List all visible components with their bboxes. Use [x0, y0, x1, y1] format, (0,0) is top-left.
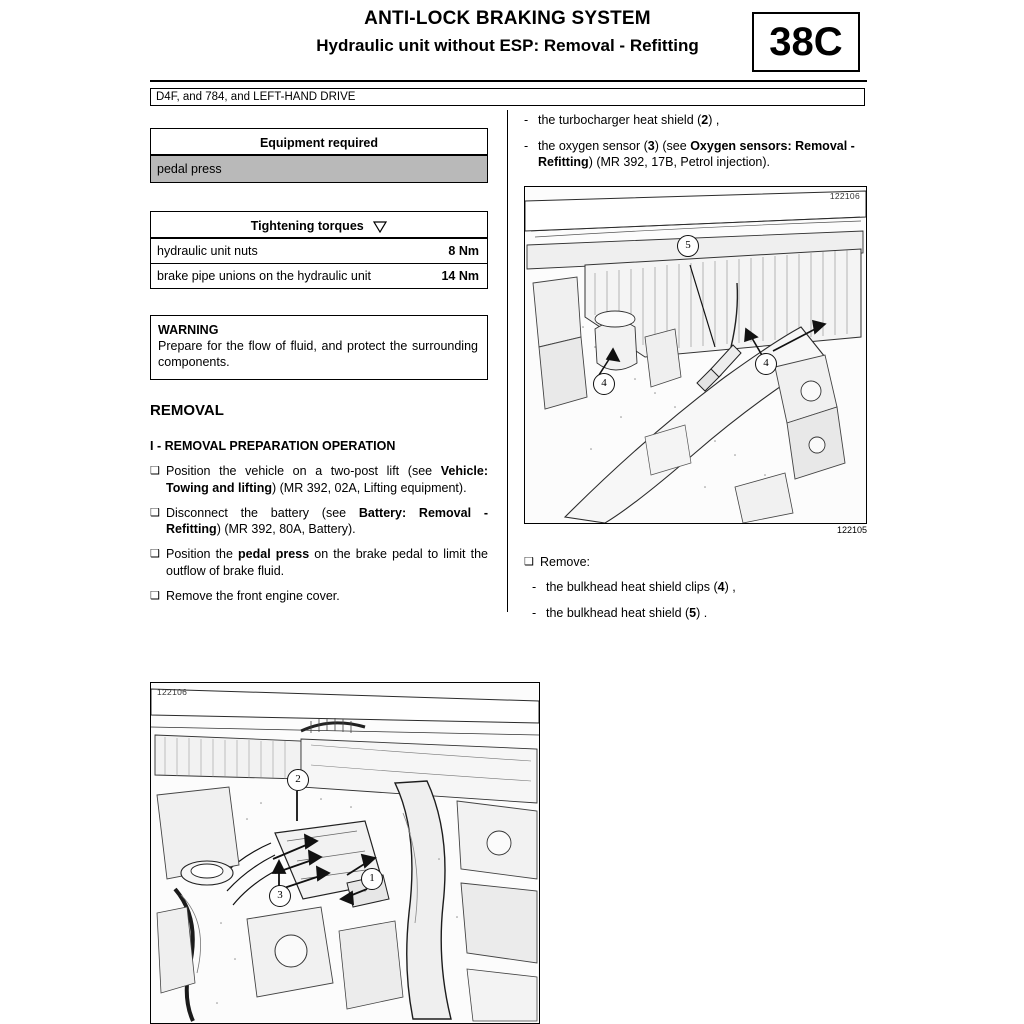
list-item-text: the turbocharger heat shield (2) , [538, 113, 720, 127]
torque-row-value: 14 Nm [441, 269, 479, 283]
page-subtitle: Hydraulic unit without ESP: Removal - Refitting [316, 36, 699, 55]
torque-row-label: brake pipe unions on the hydraulic unit [157, 269, 372, 283]
removal-steps-list [150, 463, 488, 604]
list-item-text: Position the vehicle on a two-post lift (see Vehicle: Towing and lifting) (MR 392, 02A, Lifting equipment). [166, 464, 488, 495]
list-item [150, 463, 488, 496]
list-item-text: the bulkhead heat shield clips (4) , [546, 580, 736, 594]
column-divider [507, 110, 508, 612]
callout-1: 1 [361, 868, 383, 890]
list-item-text: Position the pedal press on the brake pedal to limit the outflow of brake fluid. [166, 547, 488, 578]
torque-table-header [150, 211, 488, 239]
table-row [150, 239, 488, 264]
header-rule [150, 80, 867, 82]
section-title-removal: REMOVAL [150, 402, 224, 420]
equipment-table-header: Equipment required [150, 128, 488, 156]
list-item-text: the bulkhead heat shield (5) . [546, 605, 708, 620]
figure-caption-top: 122105 [836, 525, 867, 535]
chapter-code-box [752, 12, 860, 72]
callout-4-right: 4 [755, 353, 777, 375]
dash-glyph-icon: - [532, 605, 537, 620]
figure-reference-number: 122106 [157, 687, 188, 697]
dash-glyph-icon: - [524, 113, 529, 127]
left-column [150, 128, 488, 613]
dash-glyph-icon: - [532, 580, 537, 594]
list-item [150, 588, 488, 604]
page-title: ANTI-LOCK BRAKING SYSTEM [364, 8, 651, 29]
checkbox-glyph-icon: ❑ [150, 506, 160, 519]
engine-bay-hydraulic-unit-photo [150, 682, 540, 1024]
checkbox-glyph-icon: ❑ [150, 465, 160, 478]
checkbox-glyph-icon: ❑ [150, 589, 160, 602]
torque-wrench-icon [373, 221, 387, 233]
equipment-table [150, 128, 488, 183]
callout-5: 5 [677, 235, 699, 257]
engine-bay-oxygen-sensor-photo [524, 186, 867, 524]
torque-table-header-label: Tightening torques [250, 219, 364, 233]
callout-3: 3 [269, 885, 291, 907]
list-item [524, 555, 867, 569]
list-item-text: Disconnect the battery (see Battery: Removal - Refitting) (MR 392, 80A, Battery). [166, 505, 488, 536]
list-item [532, 605, 867, 622]
list-item [532, 579, 867, 596]
warning-title: WARNING [158, 323, 219, 337]
dash-glyph-icon: - [524, 138, 529, 153]
checkbox-glyph-icon: ❑ [150, 548, 160, 561]
torque-row-value: 8 Nm [448, 244, 479, 258]
torque-row-label: hydraulic unit nuts [157, 244, 258, 258]
list-item [150, 546, 488, 579]
list-item [524, 112, 867, 129]
right-column-lower [524, 543, 867, 630]
right-column [524, 112, 867, 180]
list-item-text: Remove the front engine cover. [166, 588, 340, 603]
remove-label: Remove: [540, 555, 591, 569]
equipment-table-row: pedal press [150, 156, 488, 183]
warning-text: Prepare for the flow of fluid, and protect the surrounding components. [158, 339, 478, 369]
warning-box [150, 315, 488, 380]
checkbox-glyph-icon: ❑ [524, 556, 534, 568]
list-item [150, 505, 488, 538]
list-item-text: the oxygen sensor (3) (see Oxygen sensors: Removal - Refitting) (MR 392, 17B, Petrol injection). [538, 138, 855, 169]
callout-2: 2 [287, 769, 309, 791]
list-item [524, 138, 867, 171]
vehicle-applicability-bar: D4F, and 784, and LEFT-HAND DRIVE [150, 88, 865, 106]
figure-reference-number: 122106 [829, 191, 860, 201]
table-row [150, 264, 488, 289]
callout-4-left: 4 [593, 373, 615, 395]
page-left-gutter [0, 0, 150, 1024]
chapter-code: 38C [769, 20, 843, 64]
subsection-title: I - REMOVAL PREPARATION OPERATION [150, 439, 396, 454]
torque-table [150, 211, 488, 289]
